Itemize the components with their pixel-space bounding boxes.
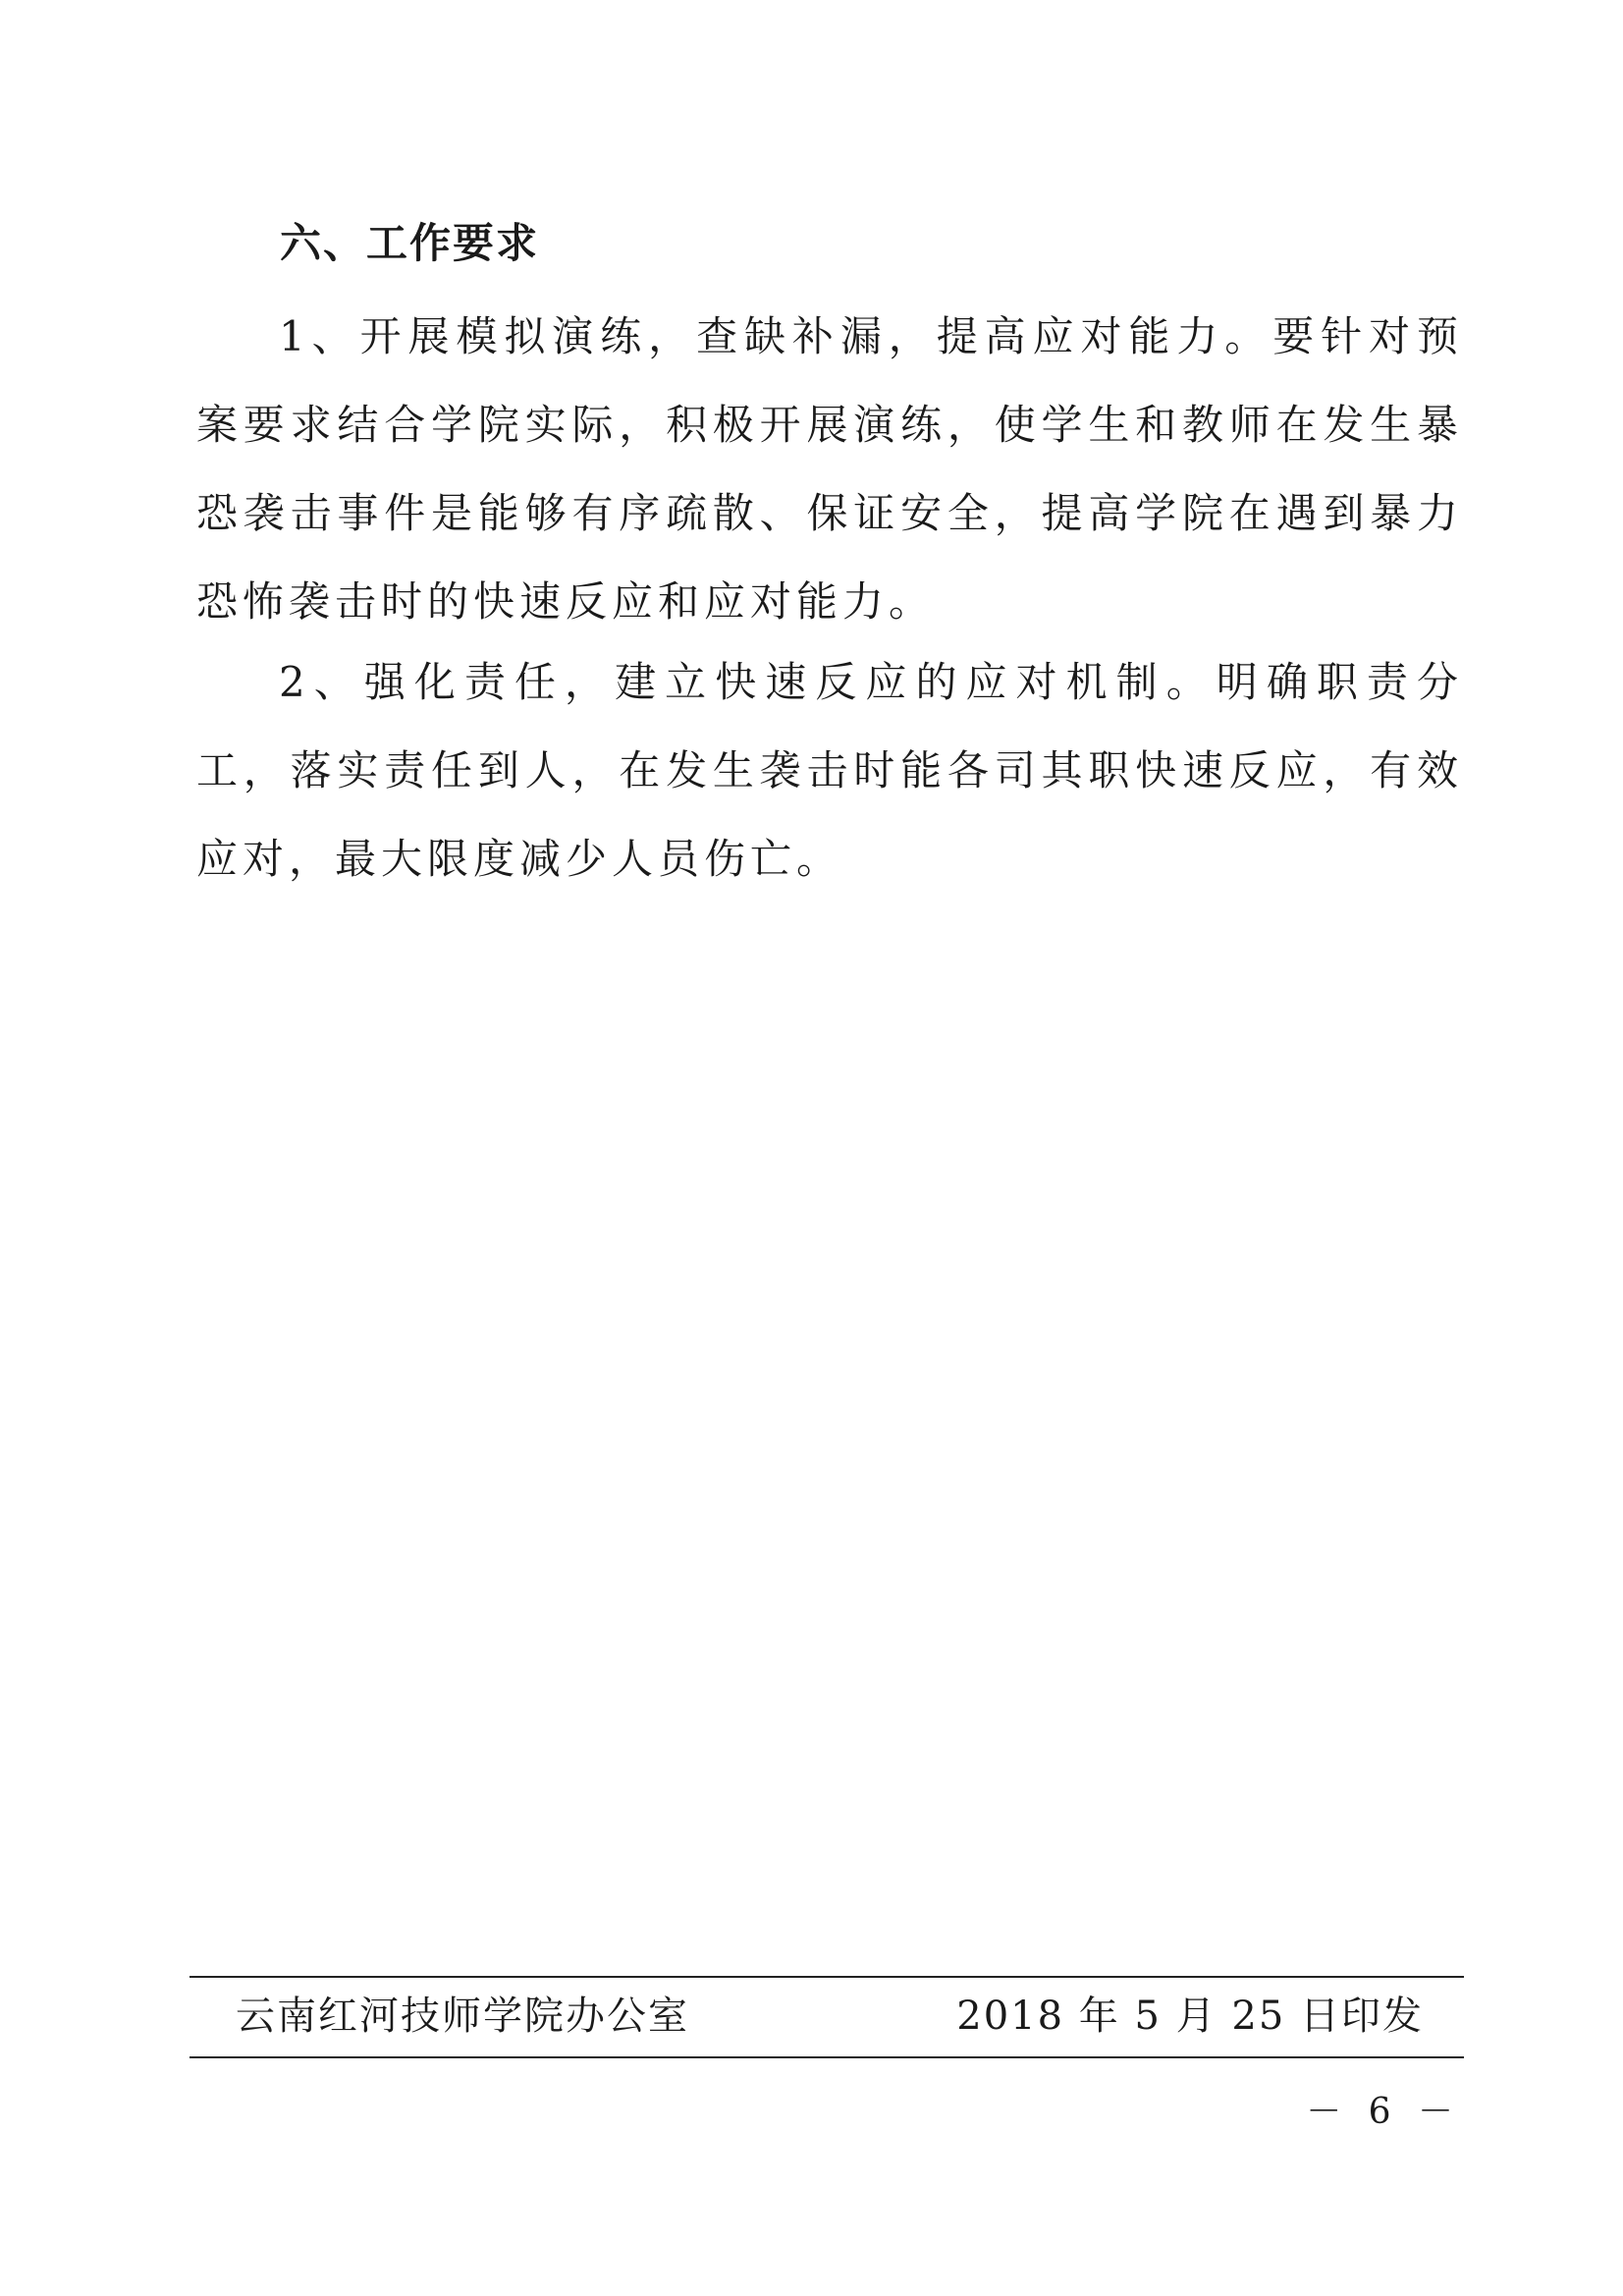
page-number: － 6 － [1306, 2092, 1461, 2132]
paragraph-2: 2、强化责任，建立快速反应的应对机制。明确职责分工，落实责任到人，在发生袭击时能各司其职快速反应，有效应对，最大限度减少人员伤亡。 [196, 658, 1463, 883]
section-heading: 六、工作要求 [280, 219, 540, 267]
issuing-office: 云南红河技师学院办公室 [236, 1994, 689, 2039]
issue-date: 2018 年 5 月 25 日印发 [956, 1994, 1424, 2039]
footer-bottom-rule [189, 2056, 1464, 2058]
footer-top-rule [189, 1976, 1464, 1978]
paragraph-1: 1、开展模拟演练，查缺补漏，提高应对能力。要针对预案要求结合学院实际，积极开展演练，使学生和教师在发生暴恐袭击事件是能够有序疏散、保证安全，提高学院在遇到暴力恐怖袭击时的快速反应和应对能力。 [196, 312, 1463, 626]
